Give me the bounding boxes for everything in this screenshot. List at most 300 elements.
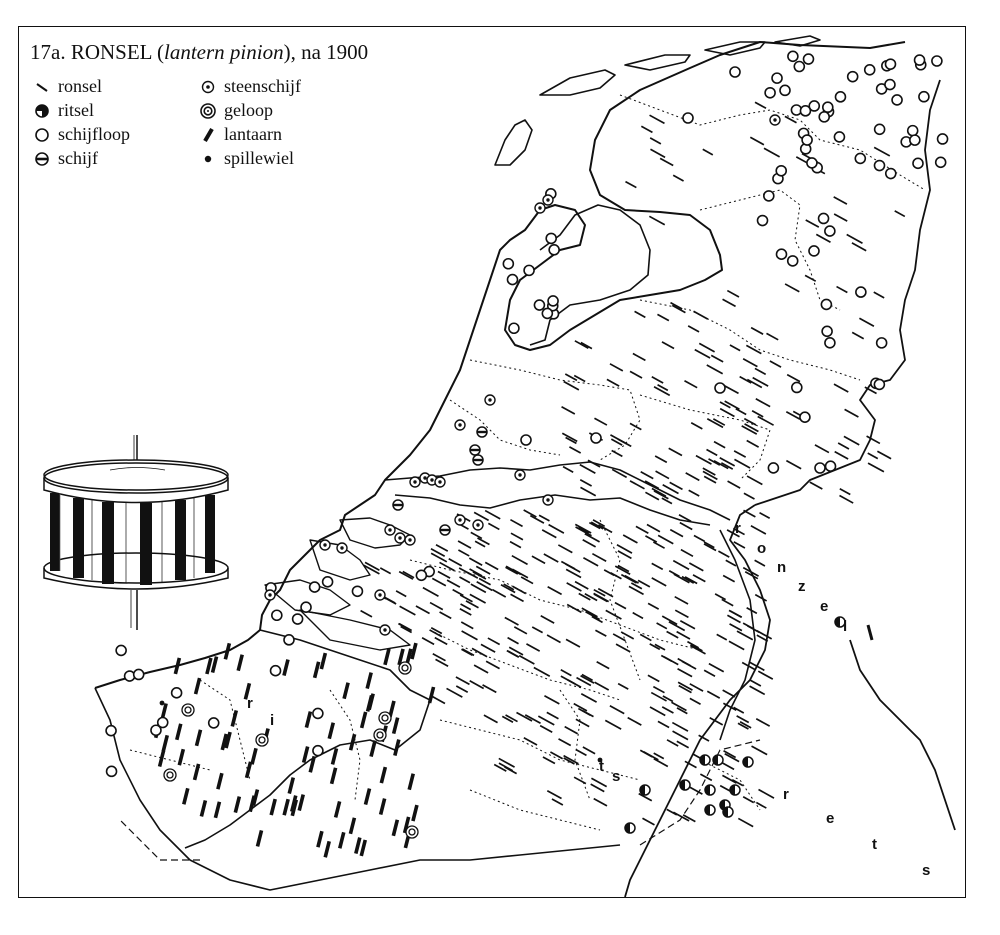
ronsel-dash xyxy=(612,450,623,456)
lantaarn-dash xyxy=(271,799,275,815)
ronsel-dash xyxy=(835,452,848,459)
ronsel-dash xyxy=(549,525,564,533)
ronsel-dash xyxy=(583,540,596,547)
ronsel-dash xyxy=(543,757,555,764)
steenschijf-dot xyxy=(268,593,271,596)
ronsel-dash xyxy=(544,554,558,562)
ronsel-dash xyxy=(595,630,606,636)
ronsel-dash xyxy=(868,463,884,472)
ronsel-dash xyxy=(505,617,519,625)
lantaarn-dash xyxy=(235,797,239,813)
ronsel-dash xyxy=(758,671,773,679)
ronsel-dash xyxy=(610,706,624,714)
schijfloop-circle xyxy=(776,166,786,176)
ronsel-dash xyxy=(633,613,643,619)
lantaarn-dash xyxy=(381,799,385,815)
lantaarn-dash xyxy=(163,735,167,751)
island xyxy=(540,70,615,95)
dotted-circle-icon xyxy=(198,78,220,96)
ronsel-dash xyxy=(694,535,705,541)
schijfloop-circle xyxy=(780,85,790,95)
half-filled-circle-icon xyxy=(32,102,54,120)
ronsel-dash xyxy=(458,541,471,548)
schijfloop-circle xyxy=(284,635,294,645)
ronsel-dash xyxy=(845,409,859,417)
schijfloop-circle xyxy=(823,102,833,112)
ronsel-dash xyxy=(591,784,605,791)
ronsel-dash xyxy=(730,624,742,631)
ronsel-dash xyxy=(459,577,469,583)
schijfloop-circle xyxy=(116,645,126,655)
ronsel-dash xyxy=(785,284,799,292)
ronsel-dash xyxy=(431,553,447,562)
ronsel-dash xyxy=(653,687,664,693)
ronsel-dash xyxy=(747,476,762,484)
steenschijf-dot xyxy=(383,628,386,631)
inland-shore xyxy=(530,205,650,345)
ronsel-dash xyxy=(709,664,724,672)
lantaarn-dash xyxy=(409,774,413,790)
lantaarn-dash xyxy=(344,683,348,699)
ronsel-dash xyxy=(734,451,746,457)
steenschijf-dot xyxy=(413,480,416,483)
region-label-rets-letter: e xyxy=(826,810,835,827)
ronsel-dash xyxy=(416,606,430,613)
steenschijf-dot xyxy=(378,593,381,596)
ronsel-dash xyxy=(759,790,774,799)
ronsel-dash xyxy=(548,587,562,595)
ronsel-dash xyxy=(718,551,729,557)
ronsel-dash xyxy=(764,148,780,157)
ronsel-dash xyxy=(650,149,665,157)
ronsel-dash xyxy=(650,115,665,123)
ronsel-dash xyxy=(519,656,534,664)
ronsel-dash xyxy=(623,535,637,543)
ronsel-dash xyxy=(642,818,654,825)
ronsel-dash xyxy=(580,465,596,474)
ronsel-dash xyxy=(658,721,669,727)
schijfloop-circle xyxy=(915,55,925,65)
schijfloop-circle xyxy=(758,216,768,226)
schijfloop-circle xyxy=(125,671,135,681)
lantaarn-dash xyxy=(413,805,417,821)
schijfloop-circle xyxy=(776,249,786,259)
ronsel-dash xyxy=(662,342,674,349)
schijfloop-circle xyxy=(809,246,819,256)
schijfloop-circle xyxy=(509,323,519,333)
ronsel-dash xyxy=(396,591,406,597)
ronsel-dash xyxy=(703,149,713,155)
schijfloop-circle xyxy=(822,326,832,336)
ronsel-dash xyxy=(695,350,710,358)
ronsel-dash xyxy=(453,590,464,596)
ronsel-dash xyxy=(499,758,515,767)
ronsel-dash xyxy=(664,657,678,665)
double-circle-icon xyxy=(198,102,220,120)
ronsel-dash xyxy=(625,182,636,188)
lantaarn-dash xyxy=(184,788,188,804)
ronsel-dash xyxy=(628,718,642,726)
ronsel-dash xyxy=(585,534,600,542)
region-label-ronzel-letter: z xyxy=(798,578,806,595)
ronsel-dash xyxy=(605,720,621,729)
lantaarn-dash xyxy=(412,643,416,659)
steenschijf-dot xyxy=(538,206,541,209)
ronsel-dash xyxy=(707,449,718,455)
ronsel-dash xyxy=(633,354,646,361)
ronsel-dash xyxy=(604,570,614,576)
ronsel-dash xyxy=(615,603,626,609)
ronsel-dash xyxy=(658,535,673,543)
ronsel-dash xyxy=(670,482,683,489)
ronsel-dash xyxy=(723,575,734,581)
ronsel-dash xyxy=(756,803,766,809)
ronsel-dash xyxy=(655,456,667,462)
lantaarn-dash xyxy=(367,673,371,689)
ronsel-dash xyxy=(657,314,668,320)
ronsel-dash xyxy=(689,490,700,496)
ronsel-dash xyxy=(744,493,755,499)
ronsel-dash xyxy=(675,610,688,617)
ronsel-dash xyxy=(629,586,644,594)
ronsel-dash xyxy=(649,216,664,224)
schijfloop-circle xyxy=(591,433,601,443)
ronsel-dash xyxy=(616,644,630,652)
ronsel-dash xyxy=(859,318,874,326)
spillewiel-dot xyxy=(160,701,165,706)
ronsel-dash xyxy=(760,513,770,519)
ronsel-dash xyxy=(694,311,708,319)
ronsel-dash xyxy=(567,605,581,613)
steenschijf-dot xyxy=(430,478,433,481)
river xyxy=(385,462,730,520)
schijfloop-circle xyxy=(826,461,836,471)
ronsel-dash xyxy=(488,638,500,644)
ronsel-dash xyxy=(844,436,859,444)
ronsel-dash xyxy=(680,621,695,629)
schijfloop-circle xyxy=(416,570,426,580)
lantaarn-dash xyxy=(306,712,310,728)
schijfloop-circle xyxy=(856,287,866,297)
ronsel-dash xyxy=(569,447,580,453)
ronsel-dash xyxy=(594,418,606,425)
ronsel-dash xyxy=(753,378,768,386)
ronsel-dash xyxy=(669,622,685,631)
ronsel-dash xyxy=(544,696,559,704)
schijfloop-circle xyxy=(271,666,281,676)
ronsel-dash xyxy=(680,523,692,530)
ronsel-dash xyxy=(656,471,669,478)
ronsel-dash xyxy=(700,774,711,780)
schijfloop-circle xyxy=(768,463,778,473)
schijfloop-circle xyxy=(301,602,311,612)
ronsel-dash xyxy=(526,644,539,651)
schijfloop-circle xyxy=(910,135,920,145)
ronsel-dash xyxy=(673,175,683,181)
schijfloop-circle xyxy=(151,725,161,735)
lantaarn-dash xyxy=(215,802,219,818)
ronsel-dash xyxy=(758,416,774,425)
region-label-ronzel-letter: o xyxy=(757,540,767,557)
ronsel-dash xyxy=(729,641,744,649)
schijfloop-circle xyxy=(800,106,810,116)
schijfloop-circle xyxy=(765,88,775,98)
island xyxy=(495,120,532,165)
ronsel-dash xyxy=(565,727,578,734)
lantaarn-dash xyxy=(868,625,872,640)
schijfloop-circle xyxy=(323,577,333,587)
ronsel-dash xyxy=(727,291,739,297)
ronsel-dash xyxy=(662,707,673,713)
ronsel-dash xyxy=(834,384,848,392)
region-label-rets-letter: t xyxy=(872,836,877,853)
region-label-ronzel-letter: n xyxy=(777,559,787,576)
lantaarn-dash xyxy=(318,831,322,847)
geloop-outer xyxy=(379,712,391,724)
schijfloop-circle xyxy=(936,157,946,167)
ronsel-dash xyxy=(653,542,664,548)
schijfloop-circle xyxy=(524,265,534,275)
lantaarn-dash xyxy=(179,749,183,765)
steenschijf-dot xyxy=(476,523,479,526)
legend-item-spillewiel: spillewiel xyxy=(198,148,294,169)
ronsel-dash xyxy=(621,575,636,583)
ronsel-dash xyxy=(678,669,692,677)
schijfloop-circle xyxy=(683,113,693,123)
legend-item-ritsel: ritsel xyxy=(32,100,94,121)
legend-item-steenschijf: steenschijf xyxy=(198,76,301,97)
ronsel-dash xyxy=(717,634,727,640)
ronsel-dash xyxy=(689,563,703,571)
steenschijf-dot xyxy=(340,546,343,549)
ronsel-dash xyxy=(547,635,560,642)
steenschijf-dot xyxy=(518,473,521,476)
ronsel-dash xyxy=(435,638,447,645)
lantaarn-dash xyxy=(218,773,222,789)
ronsel-dash xyxy=(461,604,471,610)
ronsel-dash xyxy=(547,791,561,799)
ronsel-dash xyxy=(422,638,434,645)
ronsel-dash xyxy=(524,738,537,745)
steenschijf-dot xyxy=(773,118,776,121)
ronsel-dash xyxy=(512,556,528,565)
ronsel-dash xyxy=(436,545,448,551)
ronsel-dash xyxy=(561,676,575,684)
national-border xyxy=(850,640,955,830)
ronsel-dash xyxy=(641,126,652,132)
ronsel-dash xyxy=(640,750,652,757)
ronsel-dash xyxy=(511,533,523,540)
ronsel-dash xyxy=(647,525,660,532)
ronsel-dash xyxy=(561,561,575,568)
schijfloop-circle xyxy=(546,233,556,243)
ronsel-dash xyxy=(621,632,634,639)
ronsel-dash xyxy=(684,381,697,388)
ronsel-dash xyxy=(660,158,673,165)
ronsel-dash xyxy=(539,515,549,521)
schijfloop-circle xyxy=(107,766,117,776)
region-label-rets-letter: r xyxy=(783,786,789,803)
river xyxy=(720,530,755,740)
ronsel-dash xyxy=(766,333,778,339)
lantaarn-dash xyxy=(252,748,256,764)
ronsel-dash xyxy=(737,631,753,640)
ronsel-dash xyxy=(749,680,760,686)
lantaarn-dash xyxy=(201,800,205,816)
ronsel-dash xyxy=(755,560,765,566)
schijfloop-circle xyxy=(938,134,948,144)
ronsel-dash xyxy=(847,235,863,244)
ronsel-dash xyxy=(558,545,572,553)
legend-item-geloop: geloop xyxy=(198,100,273,121)
ronsel-dash xyxy=(566,639,580,647)
ronsel-dash xyxy=(564,381,579,389)
lantaarn-dash xyxy=(321,653,325,669)
ronsel-dash xyxy=(488,523,499,529)
ronsel-dash xyxy=(461,622,473,629)
lantaarn-dash xyxy=(366,789,370,805)
open-circle-icon xyxy=(32,126,54,144)
ronsel-dash xyxy=(606,610,622,619)
schijfloop-circle xyxy=(794,61,804,71)
ronsel-dash xyxy=(839,496,853,504)
ronsel-dash xyxy=(724,385,739,393)
schijfloop-circle xyxy=(310,582,320,592)
lantaarn-dash xyxy=(160,751,164,767)
schijfloop-circle xyxy=(848,72,858,82)
lantaarn-dash xyxy=(207,658,211,674)
thick-dash-icon xyxy=(198,126,220,144)
ronsel-dash xyxy=(672,723,688,732)
ronsel-dash xyxy=(838,443,849,449)
ronsel-dash xyxy=(751,526,766,534)
ronsel-dash xyxy=(726,560,736,566)
schijfloop-circle xyxy=(715,383,725,393)
ronsel-dash xyxy=(576,719,589,726)
ronsel-dash xyxy=(440,612,452,618)
region-label-ronzel-letter: l xyxy=(843,618,848,635)
national-border xyxy=(185,630,430,848)
schijfloop-circle xyxy=(772,73,782,83)
legend-item-schijfloop: schijfloop xyxy=(32,124,130,145)
schijfloop-circle xyxy=(209,718,219,728)
schijfloop-circle xyxy=(835,92,845,102)
schijfloop-circle xyxy=(908,126,918,136)
ronsel-dash xyxy=(581,694,596,702)
ronsel-dash xyxy=(582,608,597,616)
lantaarn-dash xyxy=(361,840,365,856)
ronsel-dash xyxy=(510,542,521,548)
ronsel-dash xyxy=(682,661,696,669)
ronsel-dash xyxy=(755,102,766,108)
schijfloop-circle xyxy=(913,158,923,168)
ronsel-dash xyxy=(524,510,537,517)
ronsel-dash xyxy=(645,481,659,489)
ronsel-dash xyxy=(447,688,463,697)
lantaarn-dash xyxy=(394,718,398,734)
ronsel-dash xyxy=(483,685,497,693)
ronsel-dash xyxy=(815,445,829,453)
dash-icon xyxy=(32,78,54,96)
ronsel-dash xyxy=(470,681,484,689)
ronsel-dash xyxy=(449,559,462,566)
province-boundaries xyxy=(130,95,925,830)
steenschijf-dot xyxy=(423,476,426,479)
ronsel-dash xyxy=(430,603,443,610)
region-label-ronzel-letter: e xyxy=(820,598,829,615)
ronsel-dash xyxy=(440,562,455,570)
ronsel-dash xyxy=(431,696,445,704)
ronsel-dash xyxy=(580,480,591,486)
ronsel-dash xyxy=(750,686,765,694)
ronsel-dash xyxy=(484,715,498,722)
steenschijf-dot xyxy=(458,423,461,426)
lantaarn-dash xyxy=(333,748,337,764)
ronsel-dash xyxy=(538,716,554,725)
schijfloop-circle xyxy=(549,245,559,255)
ronsel-dash xyxy=(436,659,449,666)
lantaarn-dash xyxy=(299,795,303,811)
ronsel-dash xyxy=(594,799,607,806)
schijfloop-circle xyxy=(834,132,844,142)
ronsel-dash xyxy=(514,627,527,634)
ronsel-dash xyxy=(574,777,586,783)
ronsel-dash xyxy=(540,726,552,733)
ronsel-dash xyxy=(648,603,659,609)
ronsel-dash xyxy=(472,648,487,656)
ronsel-dash xyxy=(699,343,714,351)
ronsel-dash xyxy=(730,611,741,617)
schijfloop-circle xyxy=(819,213,829,223)
ronsel-dash xyxy=(618,684,628,690)
ronsel-dash xyxy=(747,441,759,448)
ronsel-dash xyxy=(592,554,606,562)
ronsel-dash xyxy=(770,361,781,367)
ronsel-dash xyxy=(752,411,763,417)
ronsel-dash xyxy=(486,661,499,668)
lantaarn-dash xyxy=(284,660,288,676)
ronsel-dash xyxy=(743,510,755,517)
ronsel-dash xyxy=(511,594,524,601)
ronsel-dash xyxy=(423,588,439,597)
ronsel-dash xyxy=(852,332,863,338)
ronsel-dash xyxy=(552,799,563,805)
lantern-pinion-illustration xyxy=(44,435,228,630)
schijfloop-circle xyxy=(293,614,303,624)
ronsel-dash xyxy=(657,623,667,629)
ronsel-dash xyxy=(474,512,488,520)
lantaarn-dash xyxy=(329,723,333,739)
ronsel-dash xyxy=(728,481,741,488)
ronsel-dash xyxy=(462,631,478,640)
ronsel-dash xyxy=(630,371,642,378)
ronsel-dash xyxy=(508,638,519,644)
ronsel-dash xyxy=(580,487,595,495)
schijfloop-circle xyxy=(855,153,865,163)
ronsel-dash xyxy=(583,711,594,717)
ronsel-dash xyxy=(559,739,571,746)
lantaarn-dash xyxy=(351,734,355,750)
ronsel-dash xyxy=(456,686,467,692)
lantaarn-dash xyxy=(393,820,397,836)
ronsel-dash xyxy=(730,345,740,351)
region-label-rets-letter: s xyxy=(922,862,931,879)
steenschijf-dot xyxy=(546,198,549,201)
ronsel-dash xyxy=(704,670,715,676)
geloop-outer xyxy=(164,769,176,781)
ronsel-dash xyxy=(688,326,699,332)
map-title: 17a. RONSEL (lantern pinion), na 1900 xyxy=(30,40,369,64)
